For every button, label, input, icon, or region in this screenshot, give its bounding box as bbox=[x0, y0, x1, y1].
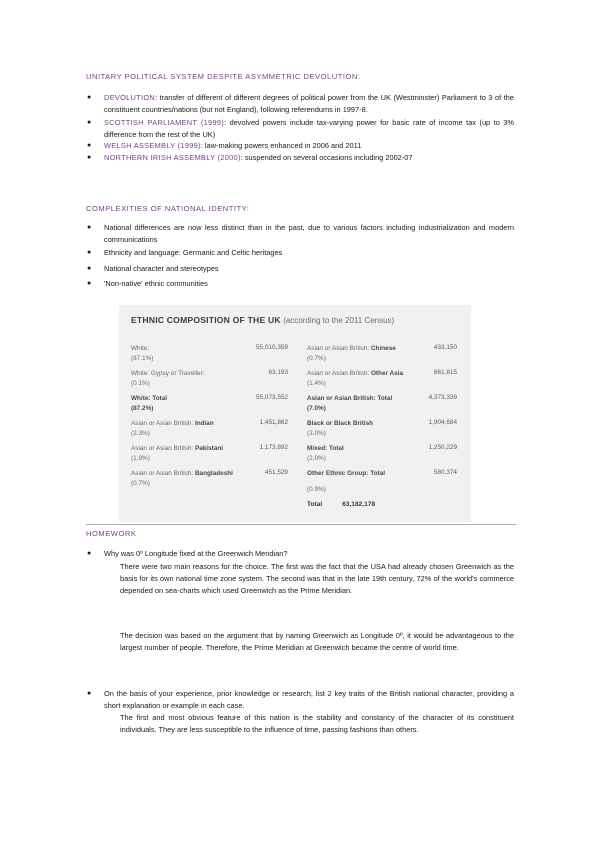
table-cell: Asian or Asian British: Other Asia (1.4%) bbox=[307, 370, 404, 387]
list-item bbox=[86, 92, 514, 115]
homework-answer-2: The first and most obvious feature of this nation is the stability and constancy of the character of its constituent individuals. They are less susceptible to the influence of time, passing fashions than others. bbox=[120, 713, 514, 734]
term: WELSH ASSEMBLY (1999) bbox=[104, 141, 201, 151]
table-cell: Asian or Asian British: Indian (2.3%) bbox=[131, 420, 214, 437]
table-value: 1,904,684 bbox=[428, 419, 457, 426]
section-heading-identity: COMPLEXITIES OF NATIONAL IDENTITY: bbox=[86, 204, 250, 213]
bullet-icon: ● bbox=[87, 224, 92, 231]
homework-q1 bbox=[86, 548, 514, 560]
homework-q2 bbox=[86, 688, 514, 711]
list-item: ● Ethnicity and language: Germanic and Celtic heritages bbox=[87, 248, 283, 258]
table-cell: White: Total (87.2%) bbox=[131, 395, 168, 412]
table-value: 580,374 bbox=[433, 469, 457, 476]
section-heading-unitary: UNITARY POLITICAL SYSTEM DESPITE ASYMMETRIC DEVOLUTION: bbox=[86, 72, 361, 81]
table-cell: Asian or Asian British: Total (7.0%) bbox=[307, 395, 393, 412]
list-item: ● On the basis of your experience, prior knowledge or research, list 2 key traits of the British national character, providing a short explanation or example in each case. bbox=[87, 689, 514, 710]
table-value: 433,150 bbox=[433, 344, 457, 351]
bullet-icon: ● bbox=[87, 153, 92, 161]
list-item: ● National differences are now less distinct than in the past, due to various factors including industrialization and modern communications bbox=[87, 223, 514, 244]
bullet-icon: ● bbox=[87, 249, 92, 257]
ethnic-composition-table bbox=[119, 305, 471, 522]
list-item: ● Why was 0º Longitude fixed at the Greenwich Meridian? bbox=[87, 549, 288, 558]
table-total: Total 63,182,178 bbox=[307, 501, 376, 508]
term: SCOTTISH PARLIAMENT (1999) bbox=[104, 118, 225, 128]
definition: : suspended on several occasions including 2002-07 bbox=[240, 152, 413, 162]
table-cell: Black or Black British (3.0%) bbox=[307, 420, 374, 437]
list-item bbox=[86, 152, 514, 164]
homework-heading: HOMEWORK bbox=[86, 529, 137, 538]
definition: : transfer of different of different degrees of political power from the UK (Westminster) Parliament to 3 of the constituent countries/nations (but not England), following referendums in 1997-8. bbox=[104, 93, 514, 114]
bullet-icon: ● bbox=[87, 550, 92, 557]
list-item: ● National character and stereotypes bbox=[87, 263, 219, 273]
definition: : law-making powers enhanced in 2006 and 2011 bbox=[200, 141, 362, 151]
term: DEVOLUTION bbox=[104, 93, 156, 102]
table-cell: Asian or Asian British: Pakistani (1.9%) bbox=[131, 445, 223, 462]
table-value: 861,815 bbox=[433, 369, 457, 376]
table-cell: Mixed: Total (2.0%) bbox=[307, 445, 344, 462]
table-value: 451,529 bbox=[264, 469, 288, 476]
homework-answer-1b: The decision was based on the argument that by naming Greenwich as Longitude 0º, it would be advantageous to the largest number of people. Therefore, the Prime Meridian at Greenwich became the centre of world time. bbox=[120, 631, 514, 652]
table-value: 1,451,862 bbox=[259, 419, 288, 426]
bullet-icon: ● bbox=[87, 94, 92, 101]
table-value: 55,073,552 bbox=[256, 394, 288, 401]
bullet-icon: ● bbox=[87, 119, 92, 127]
table-value: 4,373,339 bbox=[428, 394, 457, 401]
table-title: ETHNIC COMPOSITION OF THE UK (according to the 2011 Census) bbox=[131, 315, 395, 325]
table-cell: Asian or Asian British: Chinese (0.7%) bbox=[307, 345, 396, 362]
table-cell: White: Gypsy or Traveller: (0.1%) bbox=[131, 370, 205, 387]
table-cell: White: (87.1%) bbox=[131, 345, 154, 362]
devolution-list bbox=[86, 92, 514, 164]
bullet-icon: ● bbox=[87, 690, 92, 697]
homework-answer-1a: There were two main reasons for the choice. The first was the fact that the USA had already chosen Greenwich as the basis for its own national time zone system. The second was that in the late 19th century, 72% of the world's commerce depended on sea-charts which used Greenwich as the Prime Meridian. bbox=[120, 562, 514, 595]
term: NORTHERN IRISH ASSEMBLY (2000) bbox=[104, 152, 241, 162]
identity-list bbox=[86, 222, 514, 290]
table-cell: Other Ethnic Group: Total (0.9%) bbox=[307, 470, 385, 493]
section-divider bbox=[86, 524, 516, 525]
list-item bbox=[86, 117, 514, 140]
table-value: 55,010,359 bbox=[256, 344, 288, 351]
definition: : devolved powers include tax-varying power for basic rate of income tax (up to 3% difference from the rest of the UK) bbox=[104, 118, 514, 139]
list-item bbox=[86, 140, 514, 152]
list-item: ● 'Non-native' ethnic communities bbox=[87, 279, 208, 289]
table-value: 1,173,892 bbox=[259, 444, 288, 451]
table-value: 63,193 bbox=[268, 369, 288, 376]
table-cell: Asian or Asian British: Bangladeshi (0.7%) bbox=[131, 470, 233, 487]
bullet-icon: ● bbox=[87, 280, 92, 288]
bullet-icon: ● bbox=[87, 264, 92, 272]
table-value: 1,250,229 bbox=[428, 444, 457, 451]
bullet-icon: ● bbox=[87, 142, 92, 150]
